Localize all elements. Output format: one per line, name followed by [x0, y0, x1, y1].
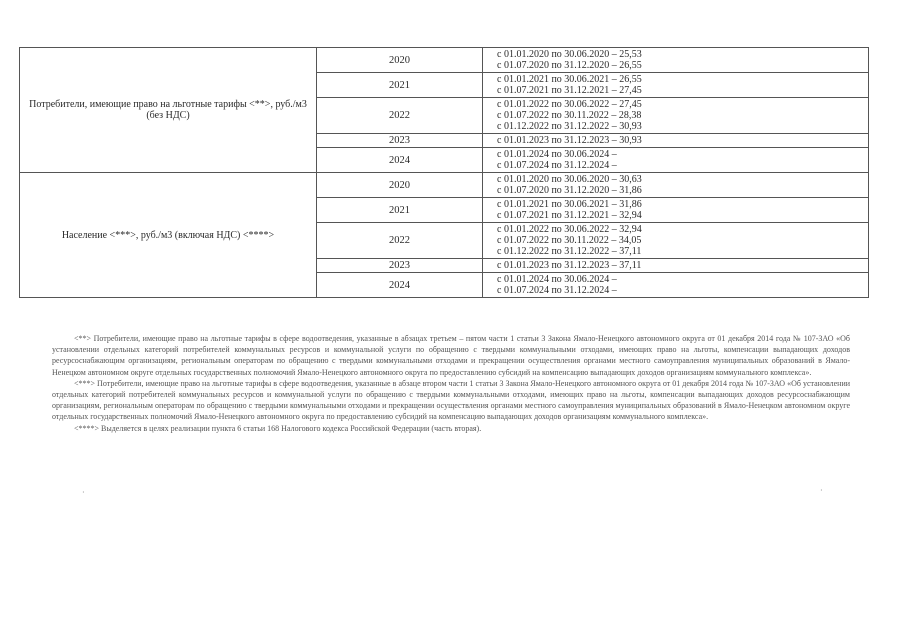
tariff-rates-cell: [483, 148, 869, 173]
tariff-rate-line: с 01.12.2022 по 31.12.2022 – 30,93: [497, 121, 642, 132]
consumer-category-cell: Потребители, имеющие право на льготные тарифы <**>, руб./м3 (без НДС): [20, 48, 317, 173]
tariff-rates-cell: [483, 73, 869, 98]
tariff-rate-line: с 01.07.2024 по 31.12.2024 –: [497, 160, 617, 171]
scan-speck: ·: [820, 486, 823, 495]
year-cell: 2022: [317, 223, 483, 259]
tariff-rate-line: с 01.01.2023 по 31.12.2023 – 37,11: [497, 260, 642, 271]
tariff-rate-line: с 01.01.2022 по 30.06.2022 – 32,94: [497, 224, 642, 235]
tariff-table-body: [20, 48, 869, 298]
tariff-rate-line: с 01.01.2021 по 30.06.2021 – 31,86: [497, 199, 642, 210]
tariff-rates-cell: [483, 98, 869, 134]
tariff-rate-line: с 01.07.2024 по 31.12.2024 –: [497, 285, 617, 296]
tariff-rates-cell: [483, 48, 869, 73]
year-cell: 2020: [317, 173, 483, 198]
tariff-rate-line: с 01.07.2021 по 31.12.2021 – 32,94: [497, 210, 642, 221]
tariff-rates-cell: [483, 198, 869, 223]
year-cell: 2024: [317, 148, 483, 173]
tariff-rate-line: с 01.01.2021 по 30.06.2021 – 26,55: [497, 74, 642, 85]
tariff-rates-cell: [483, 173, 869, 198]
tariff-row: [20, 173, 869, 198]
tariff-rate-line: с 01.07.2021 по 31.12.2021 – 27,45: [497, 85, 642, 96]
tariff-rate-line: с 01.01.2024 по 30.06.2024 –: [497, 274, 617, 285]
tariff-row: [20, 48, 869, 73]
year-cell: 2021: [317, 73, 483, 98]
footnote-population: <***> Потребители, имеющие право на льготные тарифы в сфере водоотведения, указанные в абзаце втором части 1 статьи 3 Закона Ямало-Ненецкого автономного округа от 01 декабря 2014 года № 107-ЗАО «Об установлении отдельных категорий потребителей коммунальных ресурсов и коммунальной услуги по обращению с твердыми коммунальными отходами, имеющих право на льготы, компенсации выпадающих доходов ресурсоснабжающим организациям, региональным операторам по обращению с твердыми коммунальными отходами и прекращении осуществления органами местного самоуправления муниципальных образований в Ямало-Ненецком автономном округе отдельных государственных полномочий Ямало-Ненецкого автономного округа по предоставлению субсидий на компенсацию выпадающих доходов организациям коммунального комплекса».: [52, 378, 850, 422]
year-cell: 2022: [317, 98, 483, 134]
footnote-vat: <****> Выделяется в целях реализации пункта 6 статьи 168 Налогового кодекса Российской Федерации (часть вторая).: [74, 423, 482, 433]
tariff-rates-cell: [483, 223, 869, 259]
year-cell: 2023: [317, 259, 483, 273]
tariff-rate-line: с 01.01.2024 по 30.06.2024 –: [497, 149, 617, 160]
tariff-rate-line: с 01.07.2020 по 31.12.2020 – 26,55: [497, 60, 642, 71]
tariff-rate-line: с 01.01.2020 по 30.06.2020 – 25,53: [497, 49, 642, 60]
tariff-rates-cell: [483, 273, 869, 298]
footnotes: [52, 333, 850, 434]
tariff-rate-line: с 01.07.2022 по 30.11.2022 – 28,38: [497, 110, 642, 121]
tariff-rate-line: с 01.07.2022 по 30.11.2022 – 34,05: [497, 235, 642, 246]
tariff-rate-line: с 01.01.2020 по 30.06.2020 – 30,63: [497, 174, 642, 185]
tariff-rate-line: с 01.07.2020 по 31.12.2020 – 31,86: [497, 185, 642, 196]
year-cell: 2023: [317, 134, 483, 148]
tariff-rate-line: с 01.01.2022 по 30.06.2022 – 27,45: [497, 99, 642, 110]
tariff-rate-line: с 01.12.2022 по 31.12.2022 – 37,11: [497, 246, 642, 257]
tariff-rates-cell: [483, 259, 869, 273]
tariff-rates-cell: [483, 134, 869, 148]
year-cell: 2021: [317, 198, 483, 223]
footnote-benefit-consumers: <**> Потребители, имеющие право на льготные тарифы в сфере водоотведения, указанные в абзацах третьем – пятом части 1 статьи 3 Закона Ямало-Ненецкого автономного округа от 01 декабря 2014 года № 107-ЗАО «Об установлении отдельных категорий потребителей коммунальных ресурсов и коммунальной услуги по обращению с твердыми коммунальными отходами, имеющих право на льготы, компенсации выпадающих доходов ресурсоснабжающим организациям, региональным операторам по обращению с твердыми коммунальными отходами и прекращении осуществления органами местного самоуправления муниципальных образований в Ямало-Ненецком автономном округе отдельных государственных полномочий Ямало-Ненецкого автономного округа по предоставлению субсидий на компенсацию выпадающих доходов организациям коммунального комплекса».: [52, 334, 850, 377]
tariff-table: [19, 47, 869, 298]
scan-speck: ·: [82, 488, 85, 497]
consumer-category-cell: Население <***>, руб./м3 (включая НДС) <****>: [20, 173, 317, 298]
year-cell: 2020: [317, 48, 483, 73]
year-cell: 2024: [317, 273, 483, 298]
tariff-rate-line: с 01.01.2023 по 31.12.2023 – 30,93: [497, 135, 642, 146]
